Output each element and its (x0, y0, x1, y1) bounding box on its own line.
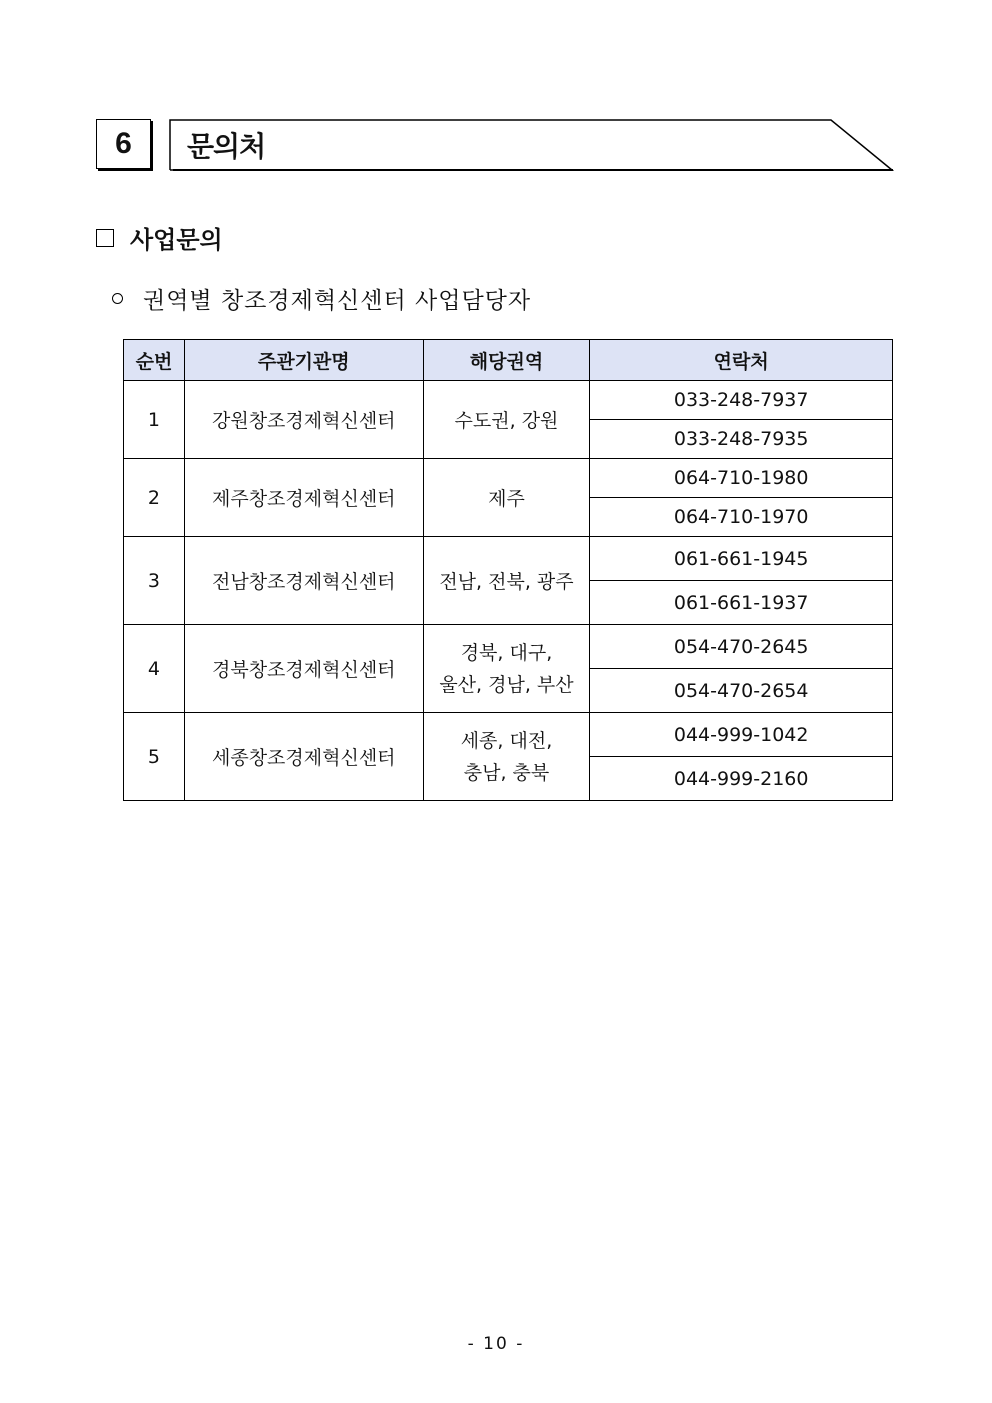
row-number: 4 (124, 625, 185, 713)
row-org: 세종창조경제혁신센터 (184, 713, 423, 801)
row-region: 전남, 전북, 광주 (423, 537, 590, 625)
row-org: 전남창조경제혁신센터 (184, 537, 423, 625)
page-number: - 10 - (467, 1334, 525, 1354)
section-title-box (169, 119, 894, 171)
row-number: 5 (124, 713, 185, 801)
bullet-text: 권역별 창조경제혁신센터 사업담당자 (143, 288, 532, 314)
row-number: 2 (124, 459, 185, 537)
subheading-text: 사업문의 (130, 226, 223, 254)
row-region: 수도권, 강원 (423, 381, 590, 459)
row-org: 제주창조경제혁신센터 (184, 459, 423, 537)
section-number: 6 (96, 119, 151, 169)
row-region-line1: 경북, 대구, (460, 641, 553, 664)
row-phone-2: 061-661-1937 (590, 581, 893, 625)
table-row (124, 459, 893, 498)
row-phone-2: 033-248-7935 (590, 420, 893, 459)
table-header-row (124, 340, 893, 381)
row-region (423, 713, 590, 801)
table-row (124, 713, 893, 757)
header-org: 주관기관명 (184, 340, 423, 381)
section-title: 문의처 (187, 130, 266, 163)
row-region: 제주 (423, 459, 590, 537)
row-phone-2: 064-710-1970 (590, 498, 893, 537)
header-no: 순번 (124, 340, 185, 381)
row-phone-1: 033-248-7937 (590, 381, 893, 420)
subheading (96, 220, 223, 255)
row-phone-1: 061-661-1945 (590, 537, 893, 581)
section-title-frame (169, 119, 894, 171)
row-region (423, 625, 590, 713)
bullet-item (112, 282, 531, 315)
row-region-line2: 울산, 경남, 부산 (439, 673, 574, 696)
table-row (124, 625, 893, 669)
row-number: 1 (124, 381, 185, 459)
row-phone-1: 054-470-2645 (590, 625, 893, 669)
circle-bullet-icon (112, 293, 123, 304)
row-phone-1: 044-999-1042 (590, 713, 893, 757)
row-number: 3 (124, 537, 185, 625)
row-region-line1: 세종, 대전, (460, 729, 553, 752)
header-region: 해당권역 (423, 340, 590, 381)
row-org: 경북창조경제혁신센터 (184, 625, 423, 713)
row-phone-2: 044-999-2160 (590, 757, 893, 801)
row-region-line2: 충남, 충북 (463, 761, 550, 784)
checkbox-icon (96, 229, 114, 247)
row-phone-1: 064-710-1980 (590, 459, 893, 498)
row-phone-2: 054-470-2654 (590, 669, 893, 713)
header-contact: 연락처 (590, 340, 893, 381)
table-row (124, 537, 893, 581)
contact-table (123, 339, 893, 801)
row-org: 강원창조경제혁신센터 (184, 381, 423, 459)
table-row (124, 381, 893, 420)
